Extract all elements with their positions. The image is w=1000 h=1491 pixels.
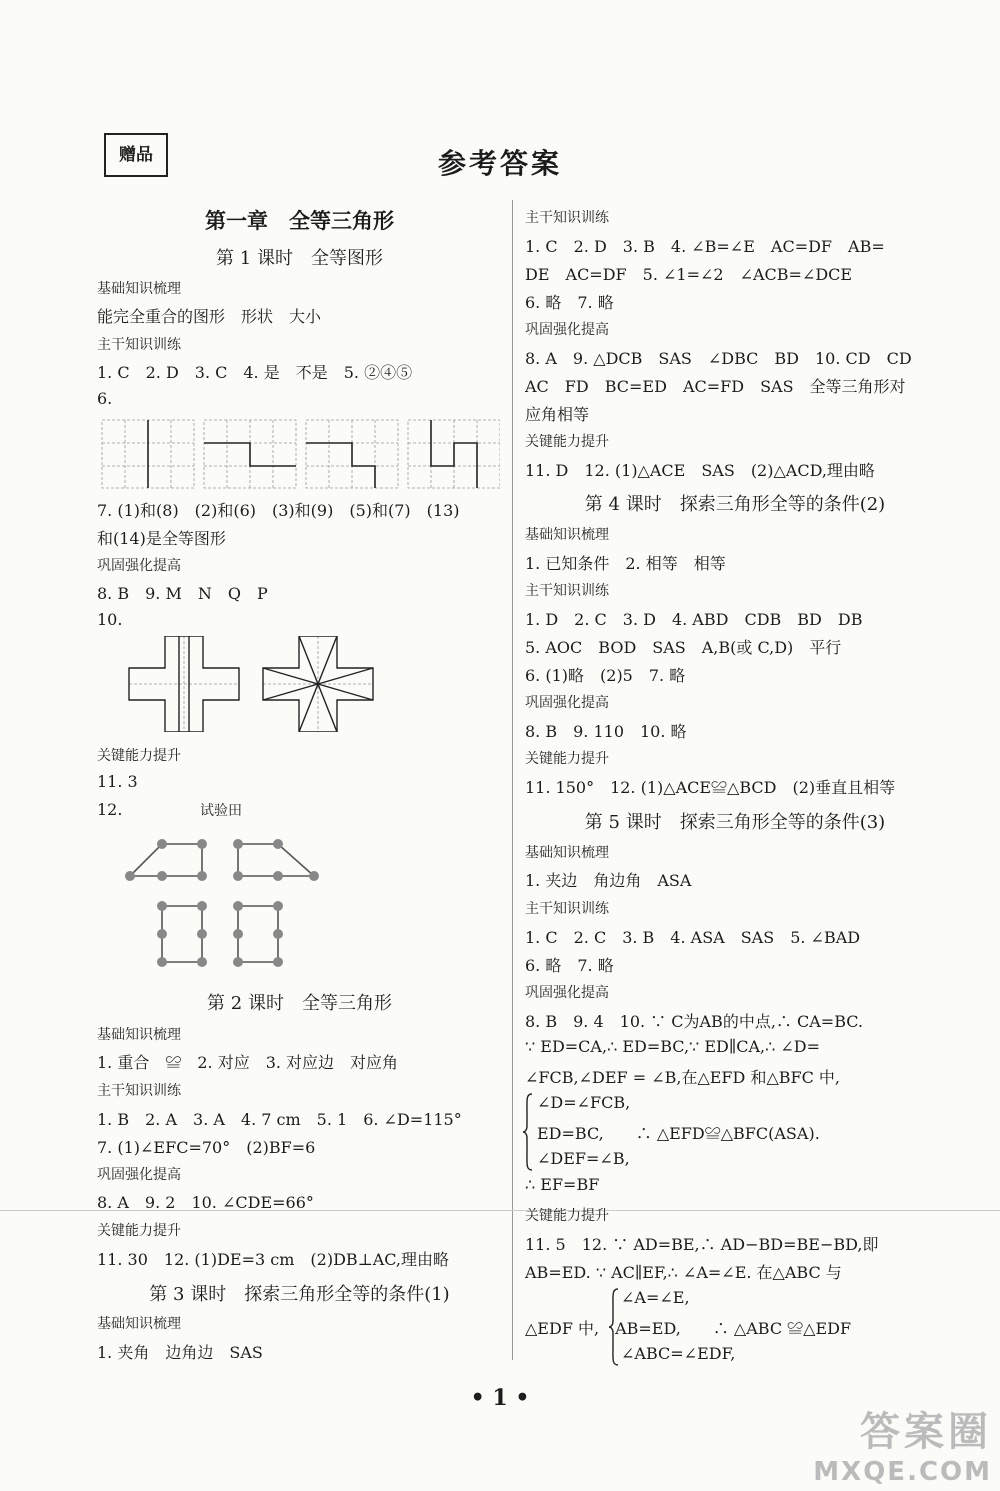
section-label: 主干知识训练 [97,337,181,353]
answer-line: ED=BC, ∴ △EFD≌△BFC(ASA). [537,1124,820,1143]
answer-line: 1. C 2. D 3. C 4. 是 不是 5. ②④⑤ [97,363,413,382]
answer-line: 8. A 9. △DCB SAS ∠DBC BD 10. CD CD [525,349,912,368]
section-label: 基础知识梳理 [525,527,609,543]
q12-field-figure [120,830,335,970]
section-label: 巩固强化提高 [97,558,181,574]
answer-line: ∠ABC=∠EDF, [621,1344,736,1363]
answer-line: 6. 略 7. 略 [525,956,614,975]
page-title: 参考答案 [437,147,562,180]
answer-line: 7. (1)∠EFC=70° (2)BF=6 [97,1138,316,1157]
section-label: 巩固强化提高 [97,1167,181,1183]
section-label: 关键能力提升 [97,1223,181,1239]
answer-line: 1. D 2. C 3. D 4. ABD CDB BD DB [525,610,863,629]
q10-cross-figure [127,636,377,732]
section-label: 主干知识训练 [525,583,609,599]
answer-line: 1. C 2. C 3. B 4. ASA SAS 5. ∠BAD [525,928,861,947]
section-label: 基础知识梳理 [97,1027,181,1043]
section-label: 基础知识梳理 [525,845,609,861]
section-label: 基础知识梳理 [97,1316,181,1332]
answer-line: 11. 150° 12. (1)△ACE≌△BCD (2)垂直且相等 [525,778,896,797]
figure-caption: 试验田 [200,803,242,819]
answer-line: 11. D 12. (1)△ACE SAS (2)△ACD,理由略 [525,461,875,480]
answer-line: 11. 3 [97,772,138,791]
brace-q10 [522,1092,534,1172]
watermark [813,1400,992,1487]
lesson-2-title: 第 2 课时 全等三角形 [207,993,392,1014]
q6-grid-figure [100,418,500,492]
answer-line: 11. 5 12. ∵ AD=BE,∴ AD−BD=BE−BD,即 [525,1235,879,1254]
chapter-title: 第一章 全等三角形 [205,208,394,233]
page-number: • 1 • [470,1385,530,1411]
column-divider [512,200,513,1360]
answer-line: 应角相等 [525,405,590,424]
answer-line: DE AC=DF 5. ∠1=∠2 ∠ACB=∠DCE [525,265,853,284]
answer-line: 1. 夹边 角边角 ASA [525,871,692,890]
answer-line: ∠FCB,∠DEF = ∠B,在△EFD 和△BFC 中, [525,1068,841,1087]
answer-line: 1. 重合 ≌ 2. 对应 3. 对应边 对应角 [97,1053,399,1072]
watermark-logo-text: 答案圈 [860,1409,992,1455]
section-label: 巩固强化提高 [525,695,609,711]
lesson-4-title: 第 4 课时 探索三角形全等的条件(2) [584,494,886,515]
lesson-3-title: 第 3 课时 探索三角形全等的条件(1) [149,1284,450,1305]
answer-line: 1. C 2. D 3. B 4. ∠B=∠E AC=DF AB= [525,237,885,256]
answer-line: 和(14)是全等图形 [97,529,226,548]
answer-line: 1. 夹角 边角边 SAS [97,1343,263,1362]
section-label: 巩固强化提高 [525,322,609,338]
section-label: 主干知识训练 [525,901,609,917]
lesson-1-title: 第 1 课时 全等图形 [216,248,383,269]
watermark-url: MXQE.COM [813,1457,992,1487]
answer-line: ∠DEF=∠B, [537,1149,630,1168]
answer-line: 6. (1)略 (2)5 7. 略 [525,666,686,685]
answer-line: 能完全重合的图形 形状 大小 [97,307,322,326]
answer-line: 8. B 9. 110 10. 略 [525,722,687,741]
answer-line: ∠D=∠FCB, [537,1093,631,1112]
section-label: 关键能力提升 [97,748,181,764]
answer-line: ∠A=∠E, [621,1288,690,1307]
section-label: 关键能力提升 [525,1208,609,1224]
answer-line: 1. B 2. A 3. A 4. 7 cm 5. 1 6. ∠D=115° [97,1110,462,1129]
answer-line: ∵ ED=CA,∴ ED=BC,∵ ED∥CA,∴ ∠D= [525,1037,821,1056]
answer-line: 7. (1)和(8) (2)和(6) (3)和(9) (5)和(7) (13) [97,501,460,520]
answer-line: 8. A 9. 2 10. ∠CDE=66° [97,1193,314,1212]
answer-line: AC FD BC=ED AC=FD SAS 全等三角形对 [525,377,906,396]
answer-line: AB=ED. ∵ AC∥EF,∴ ∠A=∠E. 在△ABC 与 [525,1263,842,1282]
answer-line: 10. [97,610,123,629]
section-label: 主干知识训练 [525,210,609,226]
section-label: 关键能力提升 [525,434,609,450]
section-label: 巩固强化提高 [525,985,609,1001]
answer-line: 12. [97,800,123,819]
answer-line: △EDF 中, AB=ED, ∴ △ABC ≌△EDF [525,1319,852,1338]
answer-line: 6. 略 7. 略 [525,293,614,312]
answer-line: 8. B 9. M N Q P [97,584,268,603]
answer-line: 1. 已知条件 2. 相等 相等 [525,554,726,573]
answer-line: 5. AOC BOD SAS A,B(或 C,D) 平行 [525,638,842,657]
lesson-5-title: 第 5 课时 探索三角形全等的条件(3) [584,812,886,833]
answer-line: 6. [97,389,113,408]
answer-line: ∴ EF=BF [525,1175,600,1194]
gift-badge: 赠品 [104,133,168,177]
brace-q12 [608,1287,620,1367]
section-label: 主干知识训练 [97,1083,181,1099]
section-label: 基础知识梳理 [97,281,181,297]
answer-line: 11. 30 12. (1)DE=3 cm (2)DB⊥AC,理由略 [97,1250,450,1269]
answer-line: 8. B 9. 4 10. ∵ C为AB的中点,∴ CA=BC. [525,1012,864,1031]
section-label: 关键能力提升 [525,751,609,767]
